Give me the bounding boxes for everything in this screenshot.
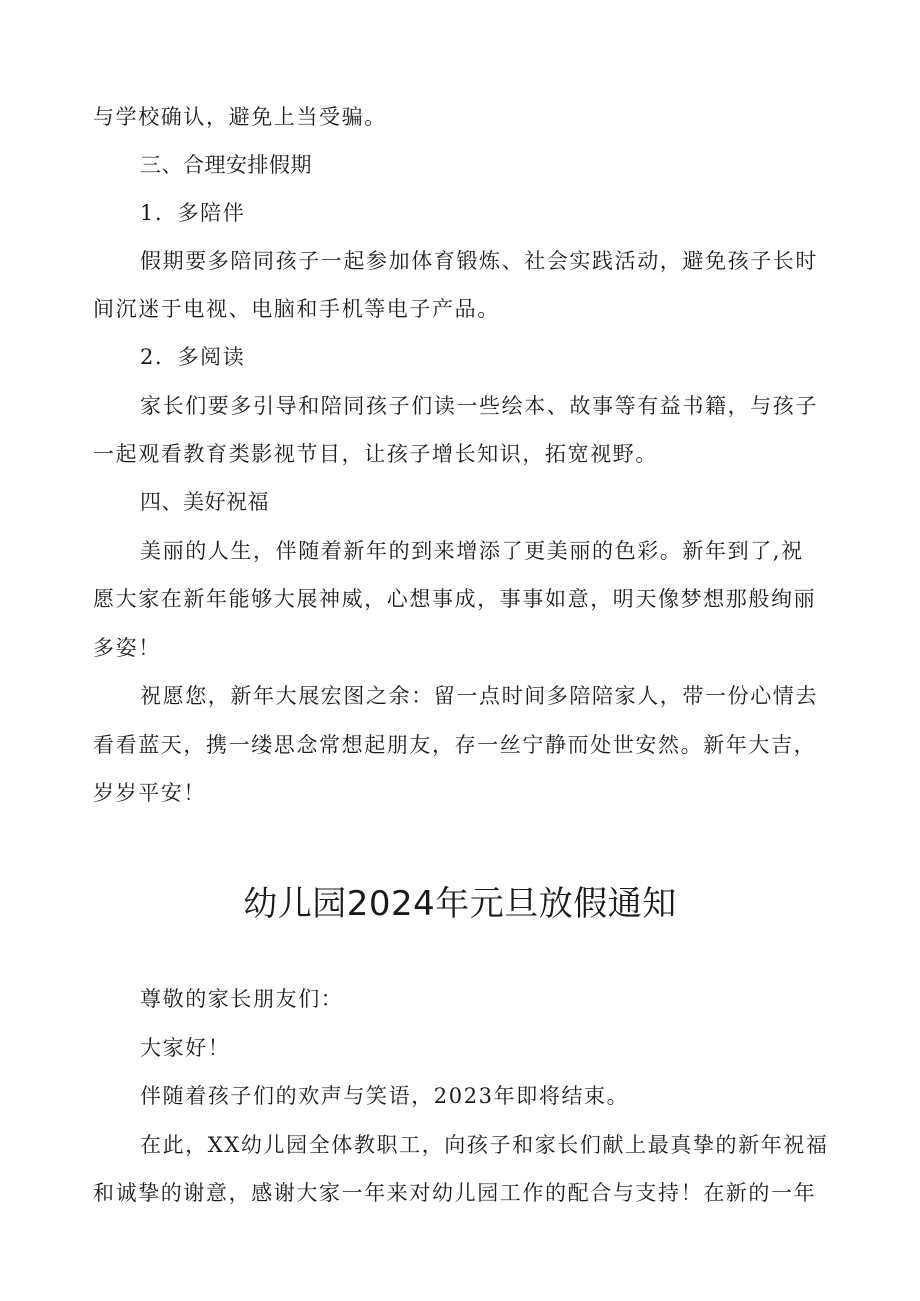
body-line: 愿大家在新年能够大展神威，心想事成，事事如意，明天像梦想那般绚丽 [93,587,817,611]
subsection-heading-1: 1．多陪伴 [140,201,246,225]
body-line: 在此，XX幼儿园全体教职工，向孩子和家长们献上最真挚的新年祝福 [140,1133,829,1157]
body-line: 看看蓝天，携一缕思念常想起朋友，存一丝宁静而处世安然。新年大吉， [93,733,817,757]
section-heading-3: 三、合理安排假期 [140,153,312,177]
section-heading-4: 四、美好祝福 [140,490,269,514]
body-line: 与学校确认，避免上当受骗。 [93,105,387,129]
body-line: 间沉迷于电视、电脑和手机等电子产品。 [93,297,500,321]
body-line: 岁岁平安！ [93,781,206,805]
body-line: 一起观看教育类影视节目，让孩子增长知识，拓宽视野。 [93,442,658,466]
body-line: 祝愿您，新年大展宏图之余：留一点时间多陪陪家人，带一份心情去 [140,684,818,708]
document-title: 幼儿园2024年元旦放假通知 [243,884,677,924]
body-line: 假期要多陪同孩子一起参加体育锻炼、社会实践活动，避免孩子长时 [140,249,818,273]
salutation: 尊敬的家长朋友们： [140,987,344,1011]
subsection-heading-2: 2．多阅读 [140,345,246,369]
body-line: 和诚挚的谢意，感谢大家一年来对幼儿园工作的配合与支持！在新的一年 [93,1181,817,1205]
body-line: 美丽的人生，伴随着新年的到来增添了更美丽的色彩。新年到了,祝 [140,539,804,563]
greeting: 大家好！ [140,1036,231,1060]
body-line: 家长们要多引导和陪同孩子们读一些绘本、故事等有益书籍，与孩子 [140,394,818,418]
body-line: 伴随着孩子们的欢声与笑语，2023年即将结束。 [140,1084,630,1108]
body-line: 多姿！ [93,636,161,660]
